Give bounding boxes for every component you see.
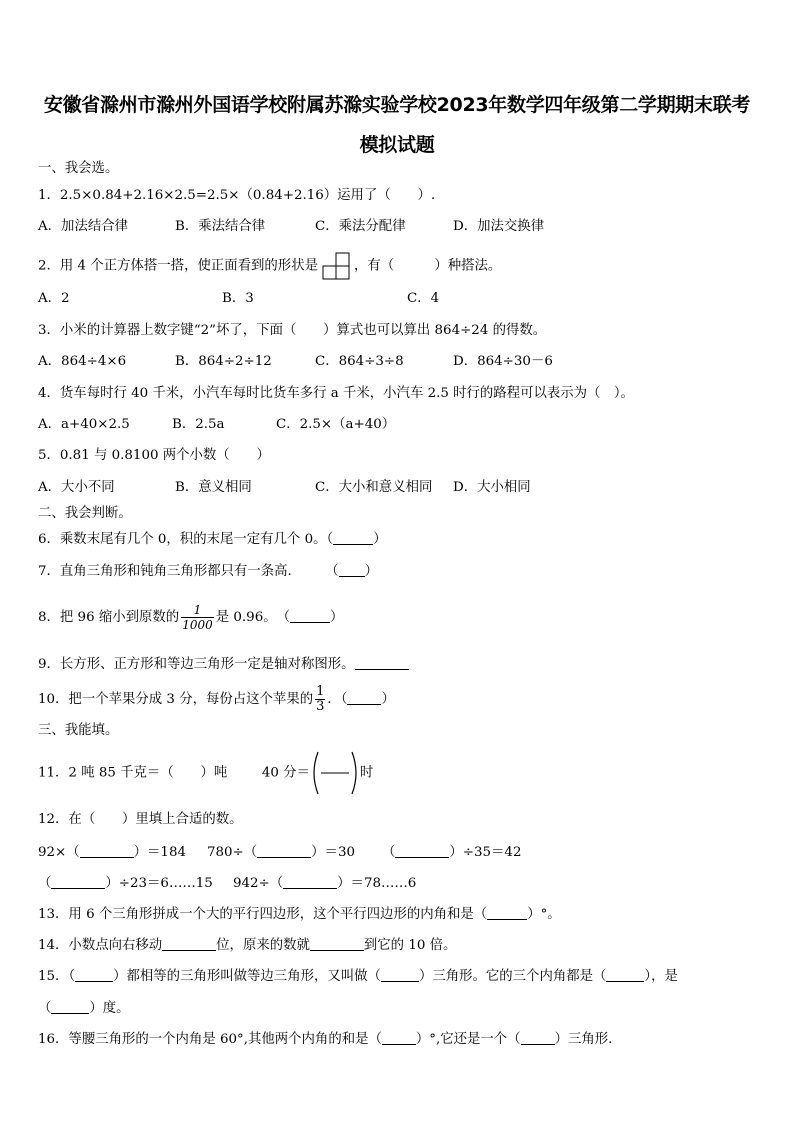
q10-text-pre: 10．把一个苹果分成 3 分，每份占这个苹果的 xyxy=(38,692,314,707)
q7-text-end: ） xyxy=(364,564,379,579)
q13-text-post: ）°。 xyxy=(527,907,561,922)
q10-fraction-denominator: 3 xyxy=(316,699,325,714)
q11-fraction-answer-box[interactable] xyxy=(310,750,360,796)
q12-item-4 xyxy=(38,874,213,893)
q12-item-4-post: ）÷23＝6……15 xyxy=(105,876,213,891)
question-6 xyxy=(38,530,387,549)
q11-text-a: 11．2 吨 85 千克＝（ ）吨 xyxy=(38,765,228,781)
q15-text-e: （ xyxy=(38,1001,52,1016)
q5-option-d: D．大小相同 xyxy=(453,480,531,495)
q14-text-post: 到它的 10 倍。 xyxy=(363,938,457,953)
question-16 xyxy=(38,1030,612,1049)
question-1: 1．2.5×0.84+2.16×2.5=2.5×（0.84+2.16）运用了（ ）. xyxy=(38,188,436,203)
q12-item-5 xyxy=(233,874,416,893)
q12-item-2-post: ）＝30 xyxy=(311,845,355,860)
q12-item-5-blank[interactable] xyxy=(283,874,337,889)
q10-answer-blank[interactable] xyxy=(347,690,381,705)
q16-text-pre: 16．等腰三角形的一个内角是 60°,其他两个内角的和是（ xyxy=(38,1032,382,1047)
q12-item-3-pre: （ xyxy=(382,845,396,860)
q5-option-b: B．意义相同 xyxy=(175,480,252,495)
q8-fraction-numerator: 1 xyxy=(181,603,214,618)
q12-item-3-blank[interactable] xyxy=(395,843,449,858)
q8-text-post: 是 0.96。 （ xyxy=(215,610,290,625)
q5-option-c: C．大小和意义相同 xyxy=(315,480,433,495)
q15-text-a: 15．（ xyxy=(38,969,76,984)
q12-item-3-post: ）÷35＝42 xyxy=(449,845,522,860)
q12-item-4-blank[interactable] xyxy=(51,874,105,889)
question-3: 3．小米的计算器上数字键“2”坏了，下面（ ）算式也可以算出 864÷24 的得数。 xyxy=(38,323,547,338)
section-heading-fill: 三、我能填。 xyxy=(38,723,119,738)
q12-item-5-post: ）＝78……6 xyxy=(337,876,417,891)
q8-fraction xyxy=(181,603,214,632)
q9-text: 9．长方形、正方形和等边三角形一定是轴对称图形。 xyxy=(38,657,355,672)
q1-option-c: C．乘法分配律 xyxy=(315,219,406,234)
question-14 xyxy=(38,936,456,955)
q5-option-a: A．大小不同 xyxy=(38,480,115,495)
q10-fraction-numerator: 1 xyxy=(316,684,325,699)
q15-answer-blank-3[interactable] xyxy=(606,967,644,982)
q14-text-pre: 14．小数点向右移动 xyxy=(38,938,163,953)
q15-text-d: ），是 xyxy=(644,969,678,984)
q16-answer-blank-2[interactable] xyxy=(521,1030,555,1045)
q3-option-a: A．864÷4×6 xyxy=(38,354,127,369)
section-heading-judge: 二、我会判断。 xyxy=(38,506,132,521)
q11-text-c: 时 xyxy=(359,765,374,781)
question-11 xyxy=(38,750,373,797)
q1-option-d: D．加法交换律 xyxy=(453,219,545,234)
question-12: 12．在（ ）里填上合适的数。 xyxy=(38,812,243,827)
q14-answer-blank-2[interactable] xyxy=(310,936,364,951)
question-13 xyxy=(38,905,561,924)
q2-option-c: C．4 xyxy=(407,291,440,306)
q12-item-2-blank[interactable] xyxy=(257,843,311,858)
q12-item-1-pre: 92×（ xyxy=(38,845,80,860)
q3-option-b: B．864÷2÷12 xyxy=(175,354,272,369)
q2-option-a: A．2 xyxy=(38,291,70,306)
q12-item-3 xyxy=(382,843,521,862)
q12-item-5-pre: 942÷（ xyxy=(233,876,284,891)
q7-text: 7．直角三角形和钝角三角形都只有一条高. （ xyxy=(38,564,339,579)
q15-text-b: ）都相等的三角形叫做等边三角形，又叫做（ xyxy=(113,969,381,984)
q15-answer-blank-2[interactable] xyxy=(381,967,419,982)
q16-answer-blank-1[interactable] xyxy=(382,1030,416,1045)
q12-item-1-post: ）＝184 xyxy=(133,845,186,860)
q2-text-pre: 2．用 4 个正方体搭一搭，使正面看到的形状是 xyxy=(38,258,318,274)
q7-answer-blank[interactable] xyxy=(339,562,365,577)
question-15-line-2 xyxy=(38,999,130,1018)
q14-text-mid: 位，原来的数就 xyxy=(216,938,310,953)
q12-item-4-pre: （ xyxy=(38,876,52,891)
question-8 xyxy=(38,598,343,638)
q3-option-c: C．864÷3÷8 xyxy=(315,354,404,369)
q3-option-d: D．864÷30－6 xyxy=(453,354,553,369)
q4-option-a: A．a+40×2.5 xyxy=(38,417,130,432)
question-2 xyxy=(38,252,501,280)
q12-item-1-blank[interactable] xyxy=(80,843,134,858)
q2-text-post: ，有（ ）种搭法。 xyxy=(353,258,502,274)
q2-option-b: B．3 xyxy=(222,291,254,306)
q15-text-f: ）度。 xyxy=(89,1001,130,1016)
q16-text-mid: ）°,它还是一个（ xyxy=(415,1032,521,1047)
q12-item-2-pre: 780÷（ xyxy=(207,845,258,860)
q12-item-1 xyxy=(38,843,186,862)
question-4: 4．货车每时行 40 千米，小汽车每时比货车多行 a 千米，小汽车 2.5 时行的路程可以表示为（ ）。 xyxy=(38,386,634,401)
q11-text-b: 40 分＝ xyxy=(261,765,310,781)
q1-option-a: A．加法结合律 xyxy=(38,219,129,234)
square-grid-icon xyxy=(321,252,351,280)
q6-answer-blank[interactable] xyxy=(333,530,373,545)
q13-answer-blank[interactable] xyxy=(487,905,527,920)
q8-fraction-denominator: 1000 xyxy=(182,618,213,632)
q4-option-c: C．2.5×（a+40） xyxy=(276,417,396,432)
section-heading-choice: 一、我会选。 xyxy=(38,161,119,176)
question-15-line-1 xyxy=(38,967,678,986)
q6-text-end: ） xyxy=(373,532,387,547)
page-title-line2: 模拟试题 xyxy=(359,134,435,156)
q8-text-pre: 8．把 96 缩小到原数的 xyxy=(38,610,180,625)
q12-item-2 xyxy=(207,843,355,862)
q8-text-end: ） xyxy=(329,610,344,625)
q9-answer-blank[interactable] xyxy=(355,655,409,670)
question-9 xyxy=(38,655,409,674)
q8-answer-blank[interactable] xyxy=(290,608,330,623)
q15-answer-blank-4[interactable] xyxy=(51,999,89,1014)
q4-option-b: B．2.5a xyxy=(172,417,225,432)
q16-text-post: ）三角形. xyxy=(554,1032,613,1047)
q13-text-pre: 13．用 6 个三角形拼成一个大的平行四边形，这个平行四边形的内角和是（ xyxy=(38,907,488,922)
q1-option-b: B．乘法结合律 xyxy=(175,219,266,234)
q10-text-end: ） xyxy=(381,692,395,707)
q10-text-post: ．（ xyxy=(327,692,348,707)
page-title-line1: 安徽省滁州市滁州外国语学校附属苏滁实验学校2023年数学四年级第二学期期末联考 xyxy=(43,94,751,116)
q15-text-c: ）三角形。它的三个内角都是（ xyxy=(418,969,607,984)
question-10 xyxy=(38,680,395,720)
question-5: 5．0.81 与 0.8100 两个小数（ ） xyxy=(38,448,270,463)
question-7 xyxy=(38,562,378,581)
q6-text: 6．乘数末尾有几个 0，积的末尾一定有几个 0。（ xyxy=(38,532,334,547)
q10-fraction xyxy=(315,685,325,714)
q15-answer-blank-1[interactable] xyxy=(75,967,113,982)
q14-answer-blank-1[interactable] xyxy=(162,936,216,951)
